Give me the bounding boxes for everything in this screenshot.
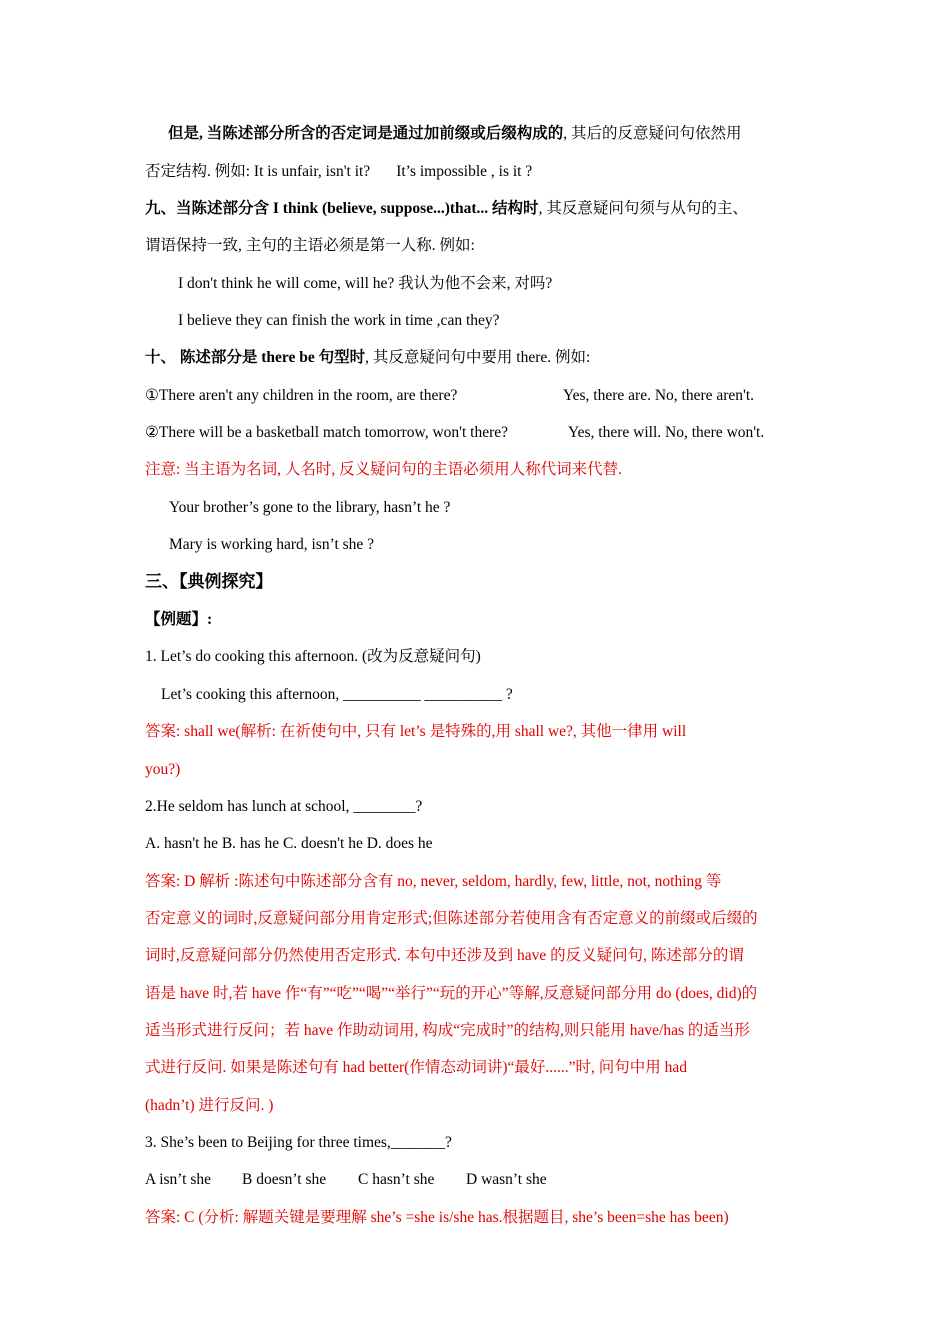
answer-2-cont (145, 946, 744, 966)
answer-2-cont (145, 1096, 273, 1116)
answer-2-cont (145, 984, 757, 1004)
answer-2 (145, 872, 721, 892)
body-text: 谓语保持一致, 主句的主语必须是第一人称. 例如: (145, 237, 475, 254)
note-text: 注意: 当主语为名词, 人名时, 反义疑问句的主语必须用人称代词来代替. (145, 461, 623, 478)
example-text: ①There aren't any children in the room, are there? (145, 387, 458, 404)
rule-title: 十、 陈述部分是 there be 句型时 (145, 349, 366, 366)
answer-2-cont (145, 909, 758, 929)
question-2-options (145, 834, 433, 854)
question-text: 2.He seldom has lunch at school, ________? (145, 798, 423, 815)
question-3-option-c (358, 1170, 434, 1190)
rule-title: 九、当陈述部分含 I think (believe, suppose...)that... 结构时 (145, 200, 539, 217)
example-text: 否定结构. 例如: It is unfair, isn't it? (145, 163, 371, 180)
options-text: A. hasn't he B. has he C. doesn't he D. does he (145, 835, 433, 852)
answer-text: (hadn’t) 进行反问. ) (145, 1097, 274, 1114)
example-line (178, 311, 500, 331)
example-text: Mary is working hard, isn’t she ? (169, 536, 375, 553)
answer-2-cont (145, 1021, 750, 1041)
question-3 (145, 1133, 452, 1153)
example-answer (563, 386, 754, 406)
note-line (145, 460, 622, 480)
rule-heading-10 (145, 348, 590, 368)
answer-text: 答案: D 解析 :陈述句中陈述部分含有 no, never, seldom, hardly, few, little, not, nothing 等 (145, 873, 722, 890)
question-1 (145, 647, 481, 667)
answer-text: 否定意义的词时,反意疑问部分用肯定形式;但陈述部分若使用含有否定意义的前缀或后缀的 (145, 910, 758, 927)
option-text: D wasn’t she (466, 1171, 547, 1188)
question-3-option-d (466, 1170, 547, 1190)
answer-text: you?) (145, 761, 181, 778)
section-heading (145, 572, 273, 592)
example-line (169, 535, 374, 555)
example-line (169, 498, 450, 518)
example-line (178, 274, 552, 294)
paragraph-negation-prefix (168, 124, 742, 144)
answer-text: 答案: shall we(解析: 在祈使句中, 只有 let’s 是特殊的,用 shall we?, 其他一律用 will (145, 723, 687, 740)
answer-1 (145, 722, 686, 742)
answer-2-cont (145, 1058, 687, 1078)
question-1-blank (161, 685, 513, 705)
body-text: , 其反意疑问句中要用 there. 例如: (365, 349, 591, 366)
example-line (145, 386, 457, 406)
example-line (145, 423, 508, 443)
answer-text: 式进行反问. 如果是陈述句有 had better(作情态动词讲)“最好......”时, 问句中用 had (145, 1059, 688, 1076)
answer-text: 语是 have 时,若 have 作“有”“吃”“喝”“举行”“玩的开心”等解,反意疑问部分用 do (does, did)的 (145, 985, 758, 1002)
example-text: ②There will be a basketball match tomorrow, won't there? (145, 424, 509, 441)
example-text: It’s impossible , is it ? (396, 163, 533, 180)
example-text: I believe they can finish the work in time ,can they? (178, 312, 500, 329)
question-3-option-b (242, 1170, 326, 1190)
question-text: 1. Let’s do cooking this afternoon. (改为反意疑问句) (145, 648, 481, 665)
question-text: Let’s cooking this afternoon, __________ __________ ? (161, 686, 513, 703)
answer-text: 答案: C (分析: 解题关键是要理解 she’s =she is/she has.根据题目, she’s been=she has been) (145, 1209, 729, 1226)
answer-3 (145, 1208, 729, 1228)
question-2 (145, 797, 422, 817)
option-text: C hasn’t she (358, 1171, 435, 1188)
body-line (145, 236, 475, 256)
example-text: Your brother’s gone to the library, hasn’t he ? (169, 499, 451, 516)
option-text: A isn’t she (145, 1171, 212, 1188)
example-line (145, 162, 532, 182)
example-text: I don't think he will come, will he? 我认为他不会来, 对吗? (178, 275, 553, 292)
question-3-option-a (145, 1170, 211, 1190)
example-answer (568, 423, 764, 443)
answer-1-cont (145, 760, 180, 780)
emphasis-text: 但是, 当陈述部分所含的否定词是通过加前缀或后缀构成的 (168, 125, 564, 142)
rule-heading-9 (145, 199, 748, 219)
subsection-title: 【例题】: (145, 611, 213, 628)
body-text: , 其反意疑问句须与从句的主、 (538, 200, 748, 217)
answer-text: 适当形式进行反问；若 have 作助动词用, 构成“完成时”的结构,则只能用 have/has 的适当形 (145, 1022, 750, 1039)
example-text: Yes, there will. No, there won't. (568, 424, 765, 441)
answer-text: 词时,反意疑问部分仍然使用否定形式. 本句中还涉及到 have 的反义疑问句, 陈述部分的谓 (145, 947, 744, 964)
question-text: 3. She’s been to Beijing for three times,_______? (145, 1134, 452, 1151)
subsection-heading (145, 610, 212, 630)
option-text: B doesn’t she (242, 1171, 327, 1188)
example-text: Yes, there are. No, there aren't. (563, 387, 755, 404)
section-title: 三、【典例探究】 (145, 572, 273, 591)
body-text: , 其后的反意疑问句依然用 (563, 125, 742, 142)
